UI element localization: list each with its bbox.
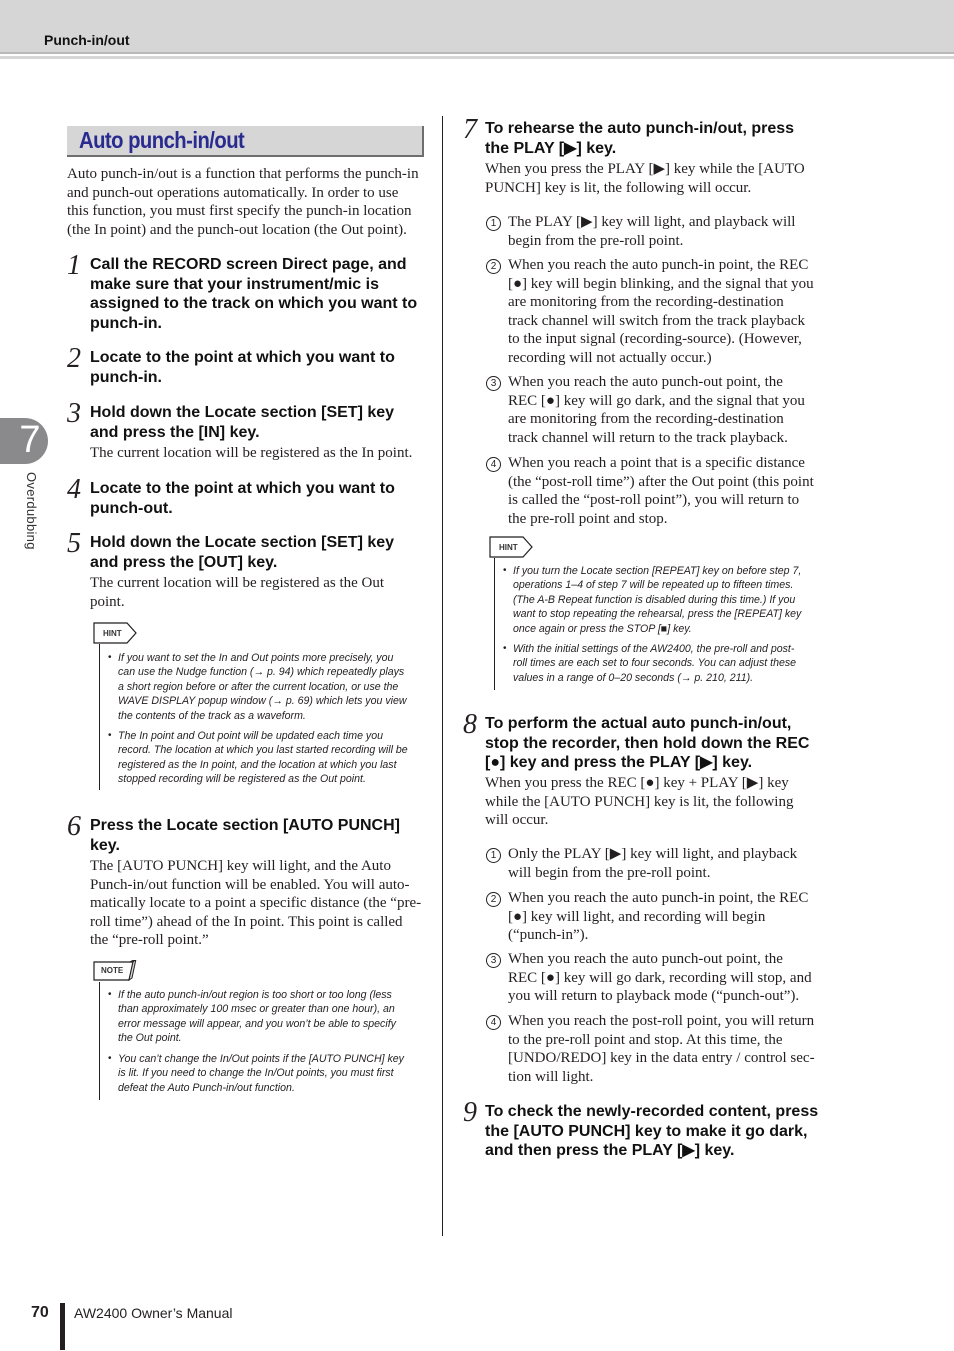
intro-line: (the In point) and the punch-out location (the Out point). — [67, 221, 407, 238]
list-line: will begin from the pre-roll point. — [508, 864, 711, 881]
heading-line: assigned to the track on which you want to — [90, 295, 418, 312]
list-number: 4 — [486, 457, 501, 472]
list-line: tion will light. — [508, 1068, 594, 1085]
step-body — [485, 774, 793, 830]
step-heading — [485, 714, 809, 773]
note-line: defeat the Auto Punch-in/out function. — [118, 1081, 295, 1094]
heading-line: key. — [90, 836, 120, 854]
note-line: is lit. If you need to change the In/Out points, you must first — [118, 1067, 394, 1080]
step-heading — [90, 816, 400, 855]
list-line: When you reach the auto punch-in point, the REC — [508, 890, 809, 906]
list-line: The PLAY [▶] key will light, and playback will — [508, 214, 796, 230]
step-body — [90, 574, 384, 611]
bullet-icon: • — [503, 643, 507, 654]
column-divider — [442, 116, 443, 1236]
heading-line: Locate to the point at which you want to — [90, 480, 395, 497]
note-line: a short region before or after the current location, or use the — [118, 680, 399, 693]
step-heading — [485, 119, 794, 158]
header-rule-lower — [0, 56, 954, 59]
bullet-icon: • — [503, 565, 507, 576]
page-number: 70 — [31, 1304, 49, 1321]
list-line: When you reach the auto punch-out point, the — [508, 951, 783, 967]
step-number: 4 — [67, 474, 81, 505]
step-number: 1 — [67, 250, 81, 281]
heading-line: Locate to the point at which you want to — [90, 349, 395, 366]
intro-line: this function, you must first specify the punch-in location — [67, 203, 412, 219]
list-number: 1 — [486, 848, 501, 863]
note-line: With the initial settings of the AW2400, the pre-roll and post- — [513, 643, 795, 655]
list-item — [508, 454, 814, 528]
list-item — [508, 213, 795, 250]
note-line: registered as the In point, and the location at which you last — [118, 758, 397, 771]
list-line: (the “post-roll time”) after the Out point (this point — [508, 473, 814, 490]
hint-item — [118, 651, 407, 723]
list-line: begin from the pre-roll point. — [508, 232, 684, 249]
heading-line: [●] key and press the PLAY [▶] key. — [485, 754, 753, 771]
note-line: values in a range of 0–20 seconds (→ p. 210, 211). — [513, 671, 754, 684]
list-line: recording will not actually occur.) — [508, 349, 712, 366]
list-line: you will return to playback mode (“punch-out”). — [508, 988, 800, 1004]
note-line: roll times are each set to four seconds. You can adjust these — [513, 657, 797, 670]
heading-line: Call the RECORD screen Direct page, and — [90, 256, 407, 273]
note-item — [118, 1052, 404, 1095]
hint-label: HINT — [103, 629, 122, 638]
note-line: the Out point. — [118, 1032, 182, 1045]
list-line: to the input signal (recording-source). (However, — [508, 331, 802, 347]
list-line: are monitoring from the recording-destination — [508, 294, 784, 310]
bullet-icon: • — [108, 652, 112, 663]
intro-line: and punch-out operations automatically. In order to use — [67, 184, 399, 201]
heading-line: and press the [OUT] key. — [90, 553, 278, 571]
heading-line: the [AUTO PUNCH] key to make it go dark, — [485, 1122, 808, 1140]
list-line: [●] key will begin blinking, and the signal that you — [508, 275, 814, 292]
hint-item — [513, 642, 796, 685]
heading-line: make sure that your instrument/mic is — [90, 275, 379, 293]
note-line: operations 1–4 of step 7 will be repeated up to fifteen times. — [513, 579, 794, 592]
page-title: Auto punch-in/out — [79, 127, 245, 153]
step-number: 9 — [463, 1097, 477, 1128]
list-line: REC [●] key will go dark, recording will stop, and — [508, 969, 812, 986]
heading-line: To check the newly-recorded content, press — [485, 1103, 819, 1120]
list-item — [508, 373, 805, 447]
note-line: can use the Nudge function (→ p. 94) which repeatedly plays — [118, 666, 405, 679]
heading-line: punch-out. — [90, 499, 173, 517]
step-number: 7 — [463, 114, 477, 145]
note-line: (The A-B Repeat function is disabled during this time.) If you — [513, 593, 796, 606]
list-line: [●] key will light, and recording will begin — [508, 908, 766, 925]
heading-line: and press the [IN] key. — [90, 423, 260, 441]
body-line: will occur. — [485, 812, 549, 828]
note-line: than approximately 100 msec or greater than one hour), an — [118, 1003, 395, 1016]
hint-rule — [99, 644, 100, 790]
header-rule — [0, 52, 954, 54]
step-number: 3 — [67, 398, 81, 429]
note-line: record. The location at which you last started recording will be — [118, 744, 408, 757]
note-line: once again or press the STOP [■] key. — [513, 622, 692, 635]
body-line: point. — [90, 593, 125, 610]
heading-line: and then press the PLAY [▶] key. — [485, 1142, 735, 1159]
heading-line: Hold down the Locate section [SET] key — [90, 534, 395, 551]
chapter-name: Overdubbing — [24, 472, 39, 550]
step-heading — [485, 1102, 818, 1161]
heading-line: punch-in. — [90, 368, 162, 386]
list-line: When you reach the post-roll point, you will return — [508, 1013, 815, 1029]
note-line: If the auto punch-in/out region is too short or too long (less — [118, 989, 392, 1001]
list-number: 3 — [486, 953, 501, 968]
manual-title: AW2400 Owner’s Manual — [74, 1305, 233, 1321]
intro-line: Auto punch-in/out is a function that performs the punch-in — [67, 166, 419, 182]
list-number: 2 — [486, 259, 501, 274]
bullet-icon: • — [108, 1053, 112, 1064]
hint-item — [118, 729, 408, 787]
note-line: want to stop repeating the rehearsal, press the [REPEAT] key — [513, 608, 802, 621]
note-rule — [99, 982, 100, 1100]
footer-bar — [60, 1303, 65, 1350]
list-line: are monitoring from the recording-destination — [508, 411, 784, 427]
list-number: 1 — [486, 216, 501, 231]
note-line: WAVE DISPLAY popup window (→ p. 69) which lets you view — [118, 695, 407, 708]
note-label: NOTE — [101, 966, 124, 975]
step-number: 5 — [67, 528, 81, 559]
body-line: The current location will be registered as the In point. — [90, 445, 413, 461]
step-number: 8 — [463, 709, 477, 740]
step-body — [90, 444, 412, 463]
intro-paragraph — [67, 165, 419, 239]
body-line: Punch-in/out function will be enabled. You will auto- — [90, 876, 410, 893]
list-line: When you reach the auto punch-in point, the REC — [508, 257, 809, 273]
body-line: When you press the PLAY [▶] key while the [AUTO — [485, 161, 805, 177]
list-line: to the pre-roll point and stop. At this time, the — [508, 1031, 783, 1048]
note-item — [118, 988, 396, 1046]
heading-line: To rehearse the auto punch-in/out, press — [485, 120, 795, 137]
bullet-icon: • — [108, 989, 112, 1000]
note-line: stopped recording will be registered as the Out point. — [118, 773, 366, 786]
list-line: (“punch-in”). — [508, 927, 589, 943]
heading-line: To perform the actual auto punch-in/out, — [485, 715, 792, 732]
heading-line: stop the recorder, then hold down the REC — [485, 734, 810, 752]
body-line: The current location will be registered as the Out — [90, 575, 385, 591]
note-line: If you want to set the In and Out points more precisely, you — [118, 652, 394, 664]
body-line: The [AUTO PUNCH] key will light, and the Auto — [90, 858, 391, 874]
list-item — [508, 256, 814, 367]
heading-line: the PLAY [▶] key. — [485, 139, 617, 157]
bullet-icon: • — [108, 730, 112, 741]
step-heading — [90, 255, 417, 333]
note-line: You can’t change the In/Out points if the [AUTO PUNCH] key — [118, 1053, 404, 1065]
step-heading — [90, 479, 395, 518]
note-line: The In point and Out point will be updated each time you — [118, 730, 384, 742]
list-line: the pre-roll point and stop. — [508, 510, 668, 527]
heading-line: punch-in. — [90, 314, 162, 332]
list-line: track channel will switch from the track playback — [508, 312, 805, 329]
step-number: 6 — [67, 811, 81, 842]
body-line: matically locate to a point a specific distance (the “pre- — [90, 895, 422, 911]
chapter-number: 7 — [19, 419, 41, 461]
body-line: the “pre-roll point.” — [90, 932, 209, 948]
list-line: [UNDO/REDO] key in the data entry / control sec- — [508, 1050, 815, 1066]
step-heading — [90, 533, 394, 572]
heading-line: Hold down the Locate section [SET] key — [90, 404, 395, 421]
step-heading — [90, 348, 395, 387]
note-line: If you turn the Locate section [REPEAT] key on before step 7, — [513, 565, 802, 577]
header-bar — [0, 0, 954, 52]
note-line: the contents of the track as a waveform. — [118, 709, 306, 722]
list-line: When you reach a point that is a specific distance — [508, 455, 805, 471]
section-label: Punch-in/out — [44, 32, 130, 48]
step-body — [485, 160, 805, 197]
body-line: PUNCH] key is lit, the following will occur. — [485, 179, 752, 196]
list-line: REC [●] key will go dark, and the signal that you — [508, 392, 805, 409]
hint-label: HINT — [499, 543, 518, 552]
list-item — [508, 950, 812, 1006]
list-item — [508, 845, 797, 882]
step-number: 2 — [67, 343, 81, 374]
body-line: roll time”) ahead of the In point. This point is called — [90, 913, 403, 930]
list-item — [508, 889, 808, 945]
body-line: When you press the REC [●] key + PLAY [▶] key — [485, 775, 789, 791]
list-line: is called the “post-roll point”), you will return to — [508, 492, 800, 508]
list-line: When you reach the auto punch-out point, the — [508, 374, 783, 390]
list-number: 4 — [486, 1015, 501, 1030]
list-number: 3 — [486, 376, 501, 391]
hint-item — [513, 564, 801, 636]
list-line: Only the PLAY [▶] key will light, and playback — [508, 846, 798, 862]
heading-line: Press the Locate section [AUTO PUNCH] — [90, 817, 400, 834]
body-line: while the [AUTO PUNCH] key is lit, the following — [485, 793, 794, 810]
list-line: track channel will return to the track playback. — [508, 429, 788, 446]
hint-rule — [494, 558, 495, 690]
list-number: 2 — [486, 892, 501, 907]
step-heading — [90, 403, 394, 442]
list-item — [508, 1012, 815, 1086]
step-body — [90, 857, 421, 950]
note-line: error message will appear, and you won’t be able to specify — [118, 1017, 396, 1030]
